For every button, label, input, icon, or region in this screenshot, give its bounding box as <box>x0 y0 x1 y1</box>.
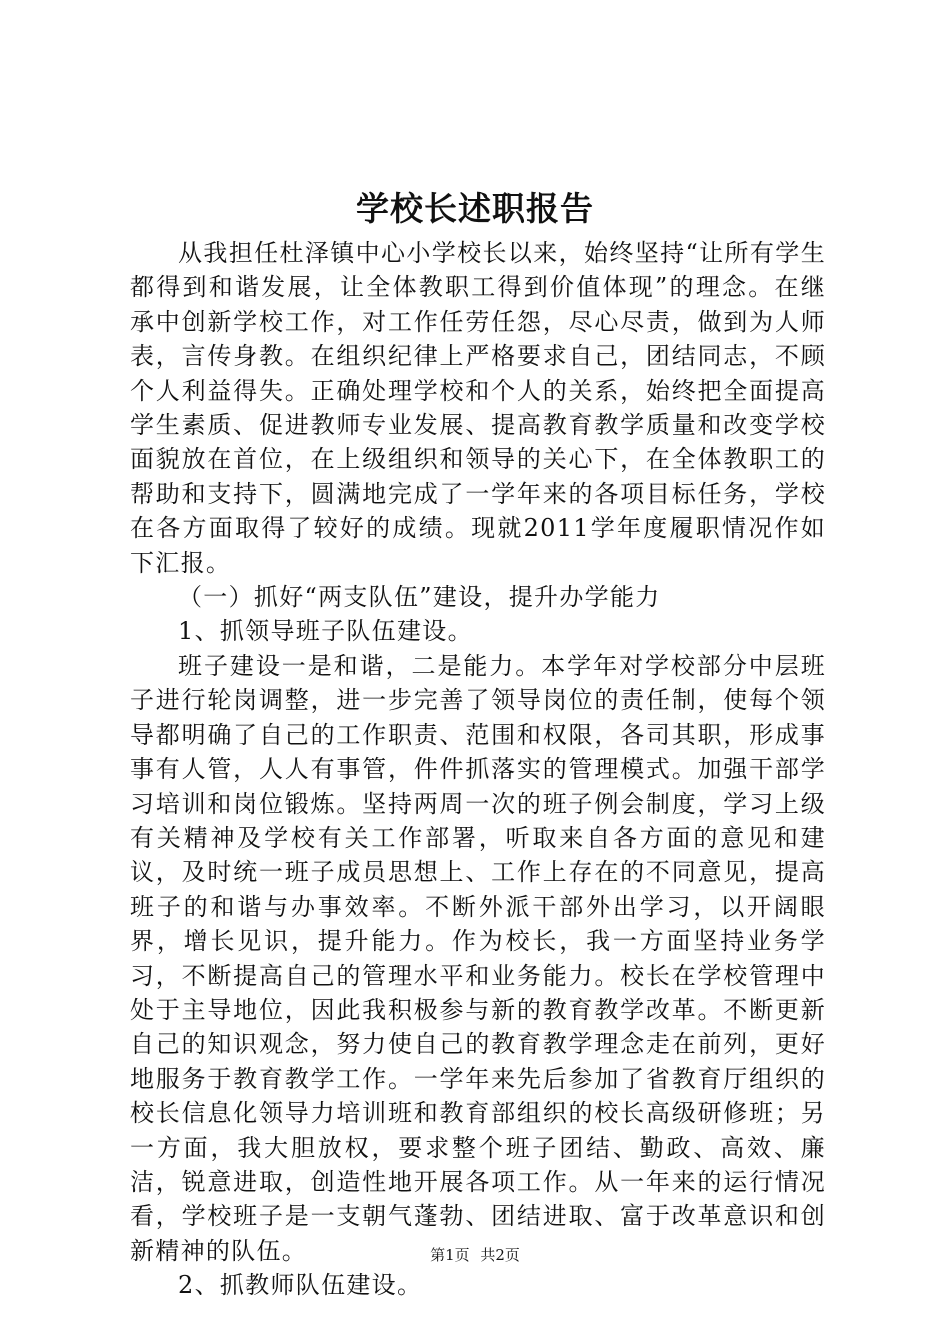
leadership-paragraph: 班子建设一是和谐，二是能力。本学年对学校部分中层班子进行轮岗调整，进一步完善了领导岗位的责任制，使每个领导都明确了自己的工作职责、范围和权限，各司其职，形成事事有人管，人人有事管，件件抓落实的管理模式。加强干部学习培训和岗位锻炼。坚持两周一次的班子例会制度，学习上级有关精神及学校有关工作部署，听取来自各方面的意见和建议，及时统一班子成员思想上、工作上存在的不同意见，提高班子的和谐与办事效率。不断外派干部外出学习，以开阔眼界，增长见识，提升能力。作为校长，我一方面坚持业务学习，不断提高自己的管理水平和业务能力。校长在学校管理中处于主导地位，因此我积极参与新的教育教学改革。不断更新自己的知识观念，努力使自己的教育教学理念走在前列，更好地服务于教育教学工作。一学年来先后参加了省教育厅组织的校长信息化领导力培训班和教育部组织的校长高级研修班；另一方面，我大胆放权，要求整个班子团结、勤政、高效、廉洁，锐意进取，创造性地开展各项工作。从一年来的运行情况看，学校班子是一支朝气蓬勃、团结进取、富于改革意识和创新精神的队伍。 <box>130 651 826 1265</box>
subsection-heading-1: 1、抓领导班子队伍建设。 <box>178 617 473 646</box>
intro-paragraph: 从我担任杜泽镇中心小学校长以来，始终坚持“让所有学生都得到和谐发展，让全体教职工得到价值体现”的理念。在继承中创新学校工作，对工作任劳任怨，尽心尽责，做到为人师表，言传身教。在组织纪律上严格要求自己，团结同志，不顾个人利益得失。正确处理学校和个人的关系，始终把全面提高学生素质、促进教师专业发展、提高教育教学质量和改变学校面貌放在首位，在上级组织和领导的关心下，在全体教职工的帮助和支持下，圆满地完成了一学年来的各项目标任务，学校在各方面取得了较好的成绩。现就2011学年度履职情况作如下汇报。 <box>130 239 826 577</box>
page-number: 第1页 <box>430 1246 470 1264</box>
page-total: 共2页 <box>480 1246 520 1264</box>
subsection-heading-2: 2、抓教师队伍建设。 <box>178 1271 423 1300</box>
document-body <box>130 236 826 1303</box>
page-footer <box>0 1244 950 1266</box>
section-heading: （一）抓好“两支队伍”建设，提升办学能力 <box>178 583 661 612</box>
document-title: 学校长述职报告 <box>356 189 594 228</box>
